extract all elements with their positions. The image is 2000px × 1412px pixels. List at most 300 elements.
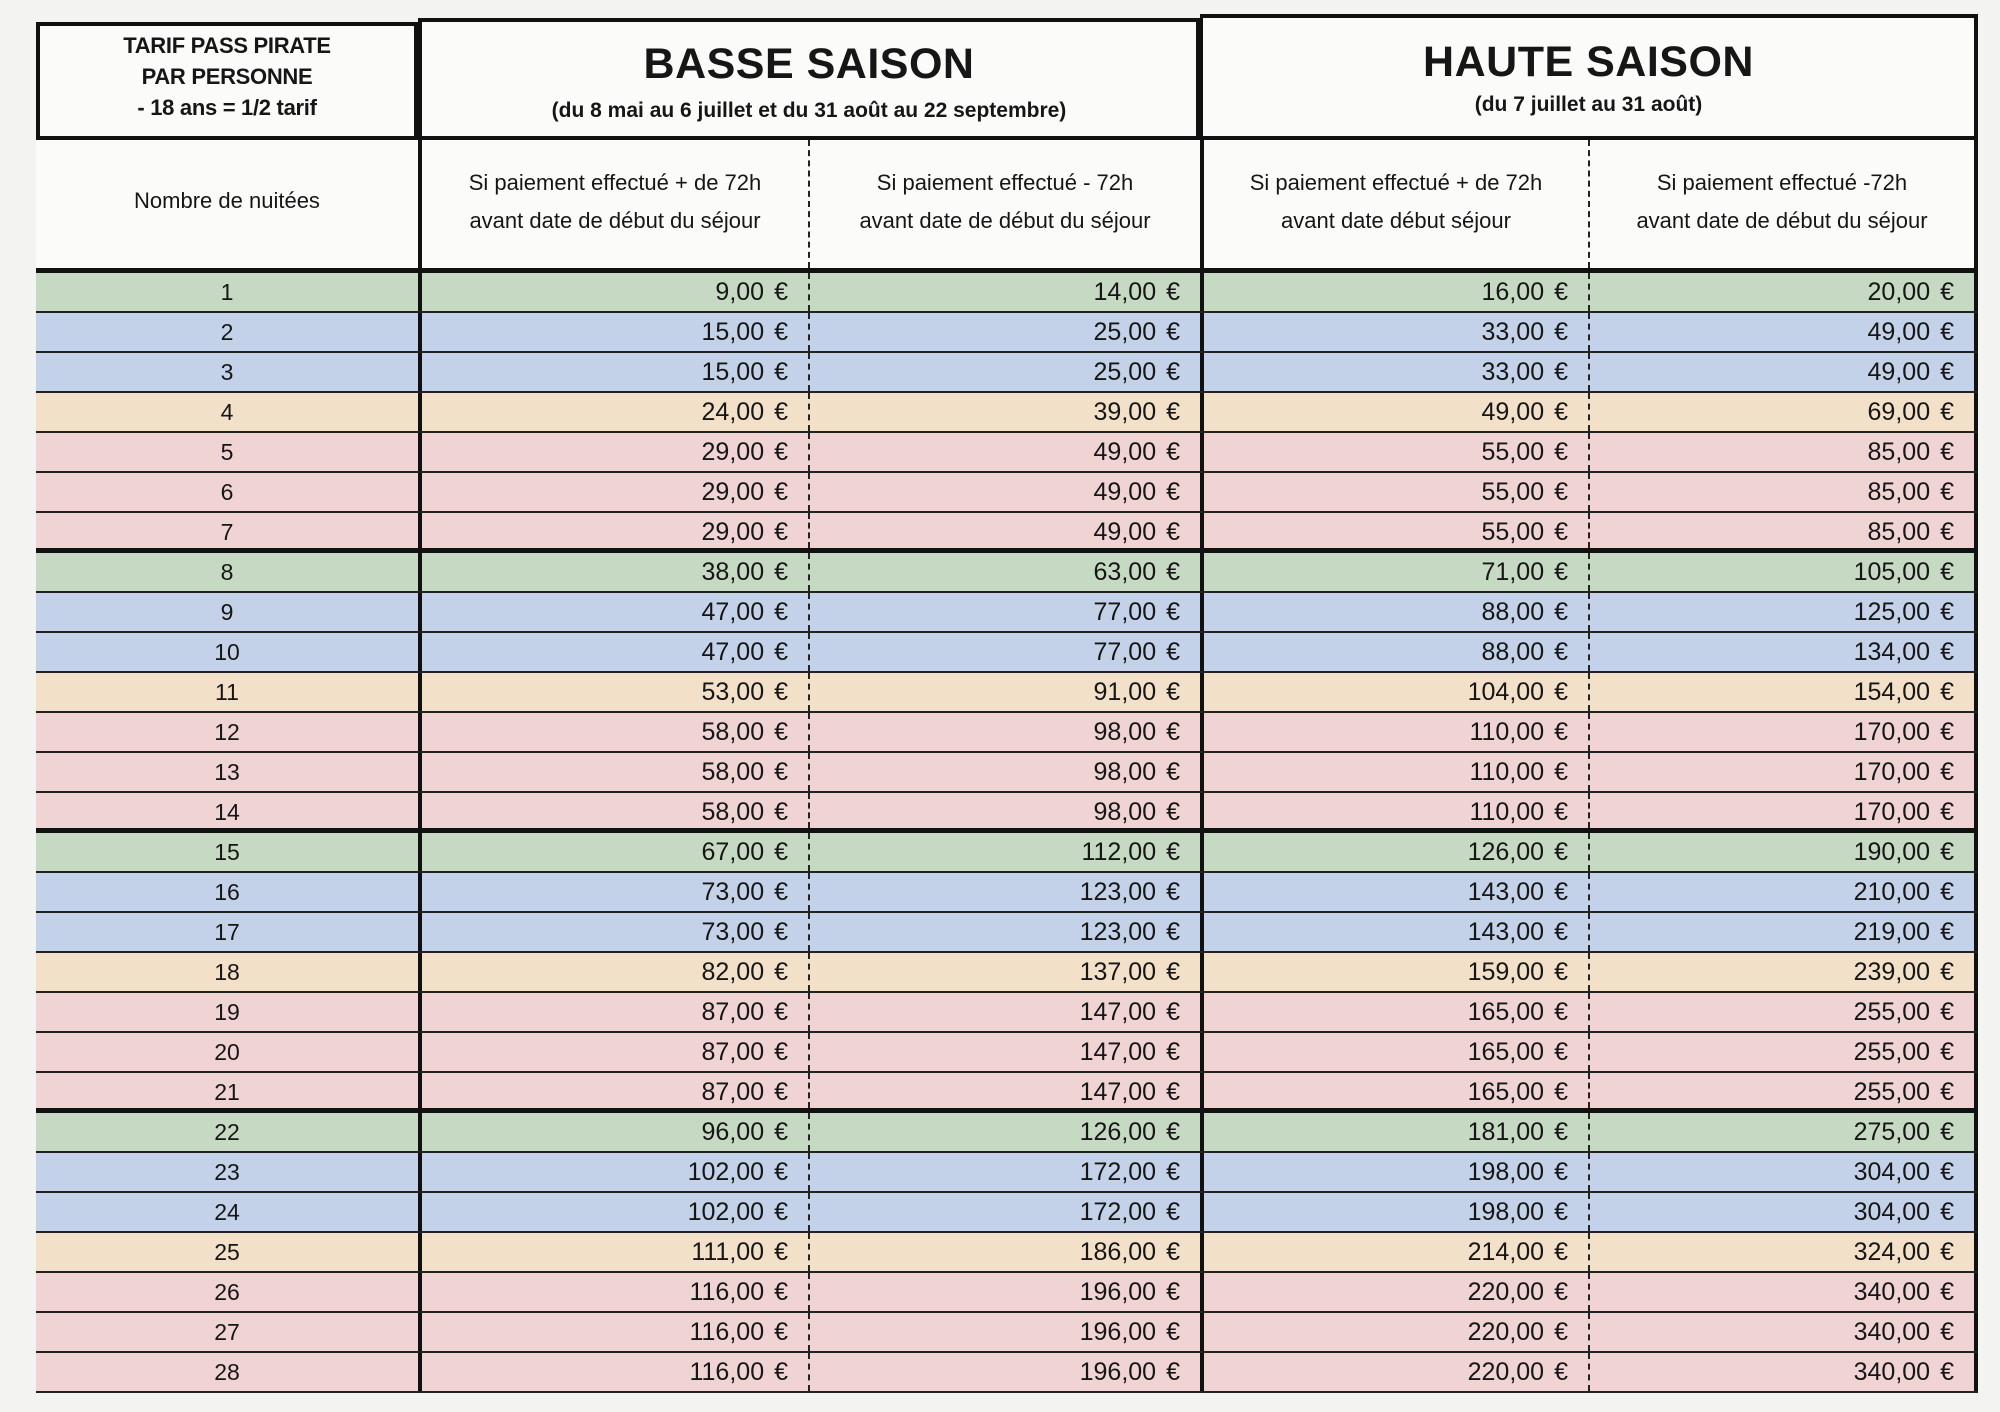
nuitees-column-header: Nombre de nuitées xyxy=(36,140,418,268)
euro-symbol: € xyxy=(1554,1158,1568,1186)
price-cell xyxy=(1200,953,1588,991)
price-cell xyxy=(1200,833,1588,871)
price-value: 53,00 xyxy=(701,678,765,706)
euro-symbol: € xyxy=(774,918,788,946)
price-cell xyxy=(418,593,808,631)
price-value: 47,00 xyxy=(701,598,765,626)
nuitees-cell: 22 xyxy=(214,1119,240,1145)
euro-symbol: € xyxy=(774,1118,788,1146)
euro-symbol: € xyxy=(1554,958,1568,986)
euro-symbol: € xyxy=(1554,638,1568,666)
nuitees-cell: 26 xyxy=(214,1279,240,1305)
table-row xyxy=(36,473,1978,513)
price-cell xyxy=(418,1273,808,1311)
price-cell xyxy=(1588,393,1978,431)
price-value: 29,00 xyxy=(701,438,765,466)
price-cell xyxy=(1588,793,1978,828)
price-value: 165,00 xyxy=(1467,998,1545,1026)
price-value: 143,00 xyxy=(1467,878,1545,906)
nuitees-cell: 24 xyxy=(214,1199,240,1225)
table-row xyxy=(36,833,1978,873)
price-value: 154,00 xyxy=(1853,678,1931,706)
tarif-line-3: - 18 ans = 1/2 tarif xyxy=(137,95,317,120)
euro-symbol: € xyxy=(1166,878,1180,906)
price-cell xyxy=(1200,1313,1588,1351)
basse-plus72-line-1: Si paiement effectué + de 72h xyxy=(468,170,762,195)
table-row xyxy=(36,353,1978,393)
price-value: 210,00 xyxy=(1853,878,1931,906)
euro-symbol: € xyxy=(774,958,788,986)
table-row xyxy=(36,593,1978,633)
price-cell xyxy=(418,953,808,991)
table-row xyxy=(36,713,1978,753)
price-value: 137,00 xyxy=(1079,958,1157,986)
price-value: 38,00 xyxy=(701,558,765,586)
price-cell xyxy=(1588,1033,1978,1071)
nuitees-cell: 1 xyxy=(220,279,234,305)
euro-symbol: € xyxy=(1940,438,1954,466)
euro-symbol: € xyxy=(1554,758,1568,786)
price-value: 82,00 xyxy=(701,958,765,986)
euro-symbol: € xyxy=(1554,398,1568,426)
price-value: 29,00 xyxy=(701,478,765,506)
euro-symbol: € xyxy=(774,318,788,346)
price-value: 255,00 xyxy=(1853,998,1931,1026)
price-cell xyxy=(418,913,808,951)
table-row xyxy=(36,433,1978,473)
price-value: 73,00 xyxy=(701,878,765,906)
price-value: 275,00 xyxy=(1853,1118,1931,1146)
euro-symbol: € xyxy=(1554,838,1568,866)
price-cell xyxy=(1200,553,1588,591)
price-cell xyxy=(1588,1233,1978,1271)
euro-symbol: € xyxy=(1554,918,1568,946)
price-cell xyxy=(1200,1073,1588,1108)
price-value: 116,00 xyxy=(689,1278,765,1306)
price-value: 220,00 xyxy=(1467,1318,1545,1346)
euro-symbol: € xyxy=(1554,478,1568,506)
price-value: 16,00 xyxy=(1481,278,1545,306)
price-value: 49,00 xyxy=(1093,478,1157,506)
price-value: 58,00 xyxy=(701,758,765,786)
price-value: 116,00 xyxy=(689,1358,765,1386)
nuitees-cell: 7 xyxy=(220,519,234,545)
price-value: 49,00 xyxy=(1481,398,1545,426)
nuitees-cell: 16 xyxy=(214,879,240,905)
price-cell xyxy=(808,1073,1200,1108)
price-value: 33,00 xyxy=(1481,318,1545,346)
price-value: 96,00 xyxy=(701,1118,765,1146)
euro-symbol: € xyxy=(1554,718,1568,746)
euro-symbol: € xyxy=(774,1038,788,1066)
price-cell xyxy=(1200,1113,1588,1151)
price-cell xyxy=(1200,313,1588,351)
euro-symbol: € xyxy=(774,598,788,626)
price-value: 196,00 xyxy=(1079,1318,1157,1346)
table-row xyxy=(36,913,1978,953)
price-value: 340,00 xyxy=(1853,1318,1931,1346)
basse-saison-header xyxy=(418,18,1200,140)
euro-symbol: € xyxy=(1940,798,1954,826)
price-value: 110,00 xyxy=(1469,758,1545,786)
price-value: 77,00 xyxy=(1093,598,1157,626)
euro-symbol: € xyxy=(1554,438,1568,466)
price-value: 116,00 xyxy=(689,1318,765,1346)
euro-symbol: € xyxy=(1940,718,1954,746)
tarif-line-2: PAR PERSONNE xyxy=(141,64,313,89)
price-value: 39,00 xyxy=(1093,398,1157,426)
nuitees-cell: 6 xyxy=(220,479,234,505)
price-cell xyxy=(808,1153,1200,1191)
price-value: 58,00 xyxy=(701,718,765,746)
price-cell xyxy=(1588,833,1978,871)
nuitees-cell: 10 xyxy=(214,639,240,665)
price-value: 88,00 xyxy=(1481,598,1545,626)
basse-plus72-line-2: avant date de début du séjour xyxy=(469,208,761,233)
price-value: 186,00 xyxy=(1079,1238,1157,1266)
price-cell xyxy=(418,1073,808,1108)
euro-symbol: € xyxy=(1554,558,1568,586)
price-cell xyxy=(418,633,808,671)
price-cell xyxy=(418,1353,808,1391)
euro-symbol: € xyxy=(1554,518,1568,546)
euro-symbol: € xyxy=(1554,1278,1568,1306)
euro-symbol: € xyxy=(774,1198,788,1226)
euro-symbol: € xyxy=(1940,638,1954,666)
price-value: 110,00 xyxy=(1469,798,1545,826)
euro-symbol: € xyxy=(1940,598,1954,626)
euro-symbol: € xyxy=(1940,1078,1954,1106)
euro-symbol: € xyxy=(1166,518,1180,546)
price-cell xyxy=(1200,793,1588,828)
price-cell xyxy=(1200,1153,1588,1191)
price-cell xyxy=(1200,513,1588,548)
euro-symbol: € xyxy=(1554,1198,1568,1226)
price-value: 324,00 xyxy=(1853,1238,1931,1266)
price-value: 220,00 xyxy=(1467,1358,1545,1386)
euro-symbol: € xyxy=(1554,1238,1568,1266)
euro-symbol: € xyxy=(1940,558,1954,586)
price-cell xyxy=(808,313,1200,351)
price-value: 220,00 xyxy=(1467,1278,1545,1306)
price-cell xyxy=(1200,913,1588,951)
price-cell xyxy=(808,553,1200,591)
price-cell xyxy=(418,513,808,548)
table-row xyxy=(36,1113,1978,1153)
table-row xyxy=(36,993,1978,1033)
euro-symbol: € xyxy=(1554,1038,1568,1066)
euro-symbol: € xyxy=(1166,678,1180,706)
haute-saison-header xyxy=(1200,14,1978,140)
haute-minus72-line-1: Si paiement effectué -72h xyxy=(1656,170,1908,195)
price-value: 196,00 xyxy=(1079,1358,1157,1386)
euro-symbol: € xyxy=(1166,358,1180,386)
euro-symbol: € xyxy=(774,358,788,386)
price-value: 170,00 xyxy=(1853,798,1931,826)
price-cell xyxy=(418,673,808,711)
price-value: 190,00 xyxy=(1853,838,1931,866)
price-cell xyxy=(1200,393,1588,431)
tarif-line-1: TARIF PASS PIRATE xyxy=(123,33,331,58)
euro-symbol: € xyxy=(1554,598,1568,626)
haute-plus72-line-2: avant date début séjour xyxy=(1281,208,1511,233)
price-value: 15,00 xyxy=(701,318,765,346)
price-cell xyxy=(808,873,1200,911)
price-value: 198,00 xyxy=(1467,1158,1545,1186)
euro-symbol: € xyxy=(1166,438,1180,466)
euro-symbol: € xyxy=(774,998,788,1026)
price-cell xyxy=(808,1033,1200,1071)
price-value: 29,00 xyxy=(701,518,765,546)
euro-symbol: € xyxy=(1940,518,1954,546)
nuitees-cell: 9 xyxy=(220,599,234,625)
euro-symbol: € xyxy=(1166,598,1180,626)
table-row xyxy=(36,673,1978,713)
price-cell xyxy=(1200,673,1588,711)
price-cell xyxy=(1588,953,1978,991)
price-cell xyxy=(1200,753,1588,791)
euro-symbol: € xyxy=(1940,758,1954,786)
price-value: 102,00 xyxy=(687,1158,765,1186)
euro-symbol: € xyxy=(1166,558,1180,586)
euro-symbol: € xyxy=(1940,998,1954,1026)
price-value: 255,00 xyxy=(1853,1038,1931,1066)
euro-symbol: € xyxy=(1166,838,1180,866)
table-row xyxy=(36,273,1978,313)
euro-symbol: € xyxy=(1940,1318,1954,1346)
price-value: 304,00 xyxy=(1853,1198,1931,1226)
price-cell xyxy=(1200,633,1588,671)
price-cell xyxy=(418,833,808,871)
price-cell xyxy=(808,1233,1200,1271)
euro-symbol: € xyxy=(1166,638,1180,666)
price-value: 104,00 xyxy=(1467,678,1545,706)
table-row xyxy=(36,1353,1978,1393)
price-cell xyxy=(1200,713,1588,751)
table-row xyxy=(36,1033,1978,1073)
table-row xyxy=(36,1193,1978,1233)
price-value: 24,00 xyxy=(701,398,765,426)
price-cell xyxy=(1588,753,1978,791)
price-cell xyxy=(808,513,1200,548)
price-cell xyxy=(1588,273,1978,311)
euro-symbol: € xyxy=(1940,678,1954,706)
price-value: 33,00 xyxy=(1481,358,1545,386)
price-value: 49,00 xyxy=(1093,438,1157,466)
nuitees-cell: 28 xyxy=(214,1359,240,1385)
price-value: 25,00 xyxy=(1093,358,1157,386)
price-cell xyxy=(808,913,1200,951)
price-value: 126,00 xyxy=(1079,1118,1157,1146)
euro-symbol: € xyxy=(1940,358,1954,386)
euro-symbol: € xyxy=(1554,358,1568,386)
tarif-label-box xyxy=(36,22,418,140)
price-cell xyxy=(1588,633,1978,671)
price-cell xyxy=(808,633,1200,671)
price-value: 181,00 xyxy=(1467,1118,1545,1146)
price-cell xyxy=(1588,1153,1978,1191)
euro-symbol: € xyxy=(1940,838,1954,866)
price-cell xyxy=(808,833,1200,871)
price-cell xyxy=(808,433,1200,471)
table-row xyxy=(36,793,1978,833)
euro-symbol: € xyxy=(1554,1118,1568,1146)
price-cell xyxy=(808,473,1200,511)
price-cell xyxy=(1588,713,1978,751)
euro-symbol: € xyxy=(1940,1358,1954,1386)
price-cell xyxy=(1588,553,1978,591)
price-cell xyxy=(808,1313,1200,1351)
nuitees-cell: 19 xyxy=(214,999,240,1025)
price-cell xyxy=(1588,1073,1978,1108)
price-value: 98,00 xyxy=(1093,798,1157,826)
euro-symbol: € xyxy=(1554,998,1568,1026)
price-cell xyxy=(1588,473,1978,511)
euro-symbol: € xyxy=(1940,1118,1954,1146)
table-row xyxy=(36,1073,1978,1113)
basse-saison-title: BASSE SAISON xyxy=(643,40,975,88)
table-row xyxy=(36,393,1978,433)
price-cell xyxy=(1200,873,1588,911)
price-cell xyxy=(1588,1193,1978,1231)
euro-symbol: € xyxy=(1940,918,1954,946)
price-value: 63,00 xyxy=(1093,558,1157,586)
euro-symbol: € xyxy=(774,718,788,746)
euro-symbol: € xyxy=(1166,718,1180,746)
table-row xyxy=(36,1233,1978,1273)
price-cell xyxy=(808,273,1200,311)
price-value: 9,00 xyxy=(715,278,765,306)
price-value: 98,00 xyxy=(1093,718,1157,746)
price-value: 87,00 xyxy=(701,998,765,1026)
price-value: 71,00 xyxy=(1481,558,1545,586)
price-cell xyxy=(808,1273,1200,1311)
price-value: 87,00 xyxy=(701,1038,765,1066)
price-value: 340,00 xyxy=(1853,1358,1931,1386)
price-value: 123,00 xyxy=(1079,918,1157,946)
euro-symbol: € xyxy=(1166,1278,1180,1306)
price-value: 105,00 xyxy=(1853,558,1931,586)
price-value: 111,00 xyxy=(691,1238,765,1266)
price-cell xyxy=(418,473,808,511)
price-value: 147,00 xyxy=(1079,1078,1157,1106)
euro-symbol: € xyxy=(1554,1358,1568,1386)
price-cell xyxy=(808,753,1200,791)
euro-symbol: € xyxy=(774,638,788,666)
euro-symbol: € xyxy=(1166,1158,1180,1186)
price-value: 219,00 xyxy=(1853,918,1931,946)
nuitees-cell: 27 xyxy=(214,1319,240,1345)
euro-symbol: € xyxy=(1940,1038,1954,1066)
nuitees-cell: 21 xyxy=(214,1079,240,1105)
table-row xyxy=(36,1273,1978,1313)
basse-minus72-column-header xyxy=(808,140,1200,268)
euro-symbol: € xyxy=(1166,1118,1180,1146)
nuitees-cell: 18 xyxy=(214,959,240,985)
euro-symbol: € xyxy=(1940,1198,1954,1226)
euro-symbol: € xyxy=(774,438,788,466)
price-value: 147,00 xyxy=(1079,1038,1157,1066)
price-cell xyxy=(808,1113,1200,1151)
price-value: 91,00 xyxy=(1093,678,1157,706)
price-cell xyxy=(418,1033,808,1071)
price-value: 14,00 xyxy=(1093,278,1157,306)
price-cell xyxy=(1588,913,1978,951)
price-cell xyxy=(808,713,1200,751)
table-row xyxy=(36,1153,1978,1193)
haute-saison-dates: (du 7 juillet au 31 août) xyxy=(1474,93,1703,116)
price-cell xyxy=(418,1313,808,1351)
price-value: 170,00 xyxy=(1853,718,1931,746)
price-cell xyxy=(1200,1233,1588,1271)
euro-symbol: € xyxy=(774,1238,788,1266)
euro-symbol: € xyxy=(1166,398,1180,426)
price-cell xyxy=(1588,353,1978,391)
price-cell xyxy=(418,793,808,828)
price-cell xyxy=(808,673,1200,711)
basse-plus72-column-header xyxy=(418,140,808,268)
price-cell xyxy=(418,273,808,311)
euro-symbol: € xyxy=(1166,318,1180,346)
price-cell xyxy=(418,353,808,391)
price-value: 126,00 xyxy=(1467,838,1545,866)
price-value: 110,00 xyxy=(1469,718,1545,746)
euro-symbol: € xyxy=(1166,1078,1180,1106)
table-row xyxy=(36,553,1978,593)
price-cell xyxy=(1200,993,1588,1031)
euro-symbol: € xyxy=(1166,1238,1180,1266)
price-cell xyxy=(418,1193,808,1231)
price-cell xyxy=(1200,473,1588,511)
price-cell xyxy=(418,1233,808,1271)
euro-symbol: € xyxy=(1554,278,1568,306)
price-value: 98,00 xyxy=(1093,758,1157,786)
table-row xyxy=(36,753,1978,793)
euro-symbol: € xyxy=(774,558,788,586)
price-table xyxy=(36,268,1978,1393)
nuitees-cell: 4 xyxy=(220,399,234,425)
price-value: 125,00 xyxy=(1853,598,1931,626)
nuitees-cell: 25 xyxy=(214,1239,240,1265)
euro-symbol: € xyxy=(1166,918,1180,946)
euro-symbol: € xyxy=(774,518,788,546)
nuitees-cell: 23 xyxy=(214,1159,240,1185)
price-cell xyxy=(1200,353,1588,391)
euro-symbol: € xyxy=(1940,278,1954,306)
price-cell xyxy=(808,593,1200,631)
euro-symbol: € xyxy=(1554,1318,1568,1346)
price-value: 172,00 xyxy=(1079,1158,1157,1186)
price-value: 165,00 xyxy=(1467,1038,1545,1066)
price-value: 198,00 xyxy=(1467,1198,1545,1226)
price-cell xyxy=(1200,273,1588,311)
price-cell xyxy=(808,1353,1200,1391)
table-row xyxy=(36,953,1978,993)
price-value: 112,00 xyxy=(1081,838,1157,866)
euro-symbol: € xyxy=(1940,878,1954,906)
price-value: 67,00 xyxy=(701,838,765,866)
basse-minus72-line-2: avant date de début du séjour xyxy=(859,208,1151,233)
euro-symbol: € xyxy=(774,478,788,506)
euro-symbol: € xyxy=(774,1078,788,1106)
price-value: 87,00 xyxy=(701,1078,765,1106)
euro-symbol: € xyxy=(1166,798,1180,826)
euro-symbol: € xyxy=(1166,478,1180,506)
price-value: 123,00 xyxy=(1079,878,1157,906)
nuitees-cell: 2 xyxy=(220,319,234,345)
price-cell xyxy=(1588,1113,1978,1151)
price-value: 55,00 xyxy=(1481,438,1545,466)
